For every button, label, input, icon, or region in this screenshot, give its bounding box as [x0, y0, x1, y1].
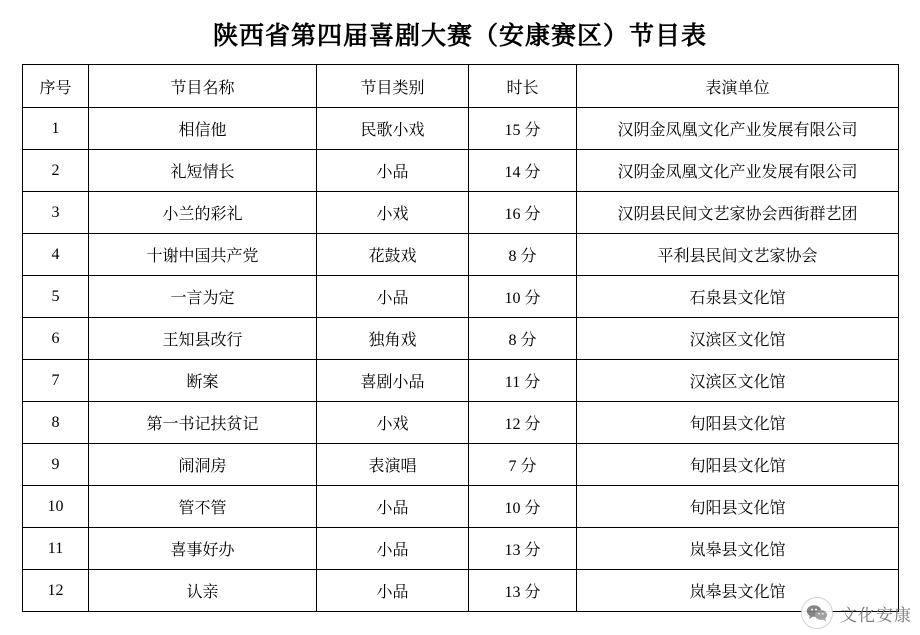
- cell-program-type: 小品: [317, 528, 469, 570]
- column-header-index: 序号: [23, 65, 89, 108]
- cell-program-type: 小品: [317, 486, 469, 528]
- cell-program-type: 民歌小戏: [317, 108, 469, 150]
- cell-program-type: 表演唱: [317, 444, 469, 486]
- cell-index: 5: [23, 276, 89, 318]
- table-row: [23, 318, 899, 360]
- table-row: [23, 528, 899, 570]
- cell-unit: 岚皋县文化馆: [577, 570, 899, 612]
- cell-unit: 汉阴金凤凰文化产业发展有限公司: [577, 150, 899, 192]
- cell-unit: 岚皋县文化馆: [577, 528, 899, 570]
- cell-index: 8: [23, 402, 89, 444]
- cell-duration: 16 分: [469, 192, 577, 234]
- cell-program-name: 认亲: [89, 570, 317, 612]
- cell-unit: 汉滨区文化馆: [577, 318, 899, 360]
- program-table: [22, 64, 899, 612]
- cell-program-type: 小戏: [317, 192, 469, 234]
- cell-program-type: 小品: [317, 570, 469, 612]
- cell-duration: 12 分: [469, 402, 577, 444]
- cell-program-name: 小兰的彩礼: [89, 192, 317, 234]
- table-row: [23, 192, 899, 234]
- cell-program-name: 相信他: [89, 108, 317, 150]
- cell-unit: 旬阳县文化馆: [577, 444, 899, 486]
- cell-duration: 14 分: [469, 150, 577, 192]
- table-row: [23, 276, 899, 318]
- cell-unit: 石泉县文化馆: [577, 276, 899, 318]
- cell-program-name: 第一书记扶贫记: [89, 402, 317, 444]
- cell-duration: 11 分: [469, 360, 577, 402]
- cell-program-type: 小品: [317, 276, 469, 318]
- cell-program-name: 一言为定: [89, 276, 317, 318]
- cell-index: 11: [23, 528, 89, 570]
- cell-program-type: 花鼓戏: [317, 234, 469, 276]
- wechat-logo-icon: [801, 597, 833, 629]
- cell-duration: 7 分: [469, 444, 577, 486]
- table-row: [23, 486, 899, 528]
- cell-program-name: 管不管: [89, 486, 317, 528]
- table-row: [23, 402, 899, 444]
- cell-unit: 平利县民间文艺家协会: [577, 234, 899, 276]
- cell-duration: 10 分: [469, 486, 577, 528]
- column-header-duration: 时长: [469, 65, 577, 108]
- cell-program-type: 独角戏: [317, 318, 469, 360]
- cell-unit: 旬阳县文化馆: [577, 402, 899, 444]
- cell-duration: 13 分: [469, 570, 577, 612]
- cell-program-name: 王知县改行: [89, 318, 317, 360]
- column-header-program-name: 节目名称: [89, 65, 317, 108]
- cell-program-name: 闹洞房: [89, 444, 317, 486]
- cell-index: 9: [23, 444, 89, 486]
- cell-duration: 8 分: [469, 234, 577, 276]
- cell-index: 6: [23, 318, 89, 360]
- cell-program-name: 断案: [89, 360, 317, 402]
- column-header-program-type: 节目类别: [317, 65, 469, 108]
- table-row: [23, 234, 899, 276]
- cell-program-type: 小戏: [317, 402, 469, 444]
- cell-duration: 10 分: [469, 276, 577, 318]
- cell-program-name: 喜事好办: [89, 528, 317, 570]
- cell-duration: 15 分: [469, 108, 577, 150]
- watermark-label: 文化安康: [840, 605, 912, 625]
- cell-index: 10: [23, 486, 89, 528]
- cell-program-name: 十谢中国共产党: [89, 234, 317, 276]
- table-container: [0, 64, 920, 612]
- page-title: 陕西省第四届喜剧大赛（安康赛区）节目表: [212, 23, 707, 50]
- cell-program-name: 礼短情长: [89, 150, 317, 192]
- cell-duration: 8 分: [469, 318, 577, 360]
- watermark: [801, 597, 912, 629]
- cell-index: 4: [23, 234, 89, 276]
- cell-index: 12: [23, 570, 89, 612]
- table-row: [23, 570, 899, 612]
- cell-program-type: 喜剧小品: [317, 360, 469, 402]
- cell-unit: 汉滨区文化馆: [577, 360, 899, 402]
- cell-unit: 汉阴县民间文艺家协会西街群艺团: [577, 192, 899, 234]
- cell-index: 2: [23, 150, 89, 192]
- cell-unit: 汉阴金凤凰文化产业发展有限公司: [577, 108, 899, 150]
- cell-index: 3: [23, 192, 89, 234]
- cell-duration: 13 分: [469, 528, 577, 570]
- table-row: [23, 150, 899, 192]
- table-header-row: [23, 65, 899, 108]
- cell-unit: 旬阳县文化馆: [577, 486, 899, 528]
- cell-index: 1: [23, 108, 89, 150]
- cell-index: 7: [23, 360, 89, 402]
- table-row: [23, 108, 899, 150]
- column-header-unit: 表演单位: [577, 65, 899, 108]
- table-row: [23, 360, 899, 402]
- table-row: [23, 444, 899, 486]
- cell-program-type: 小品: [317, 150, 469, 192]
